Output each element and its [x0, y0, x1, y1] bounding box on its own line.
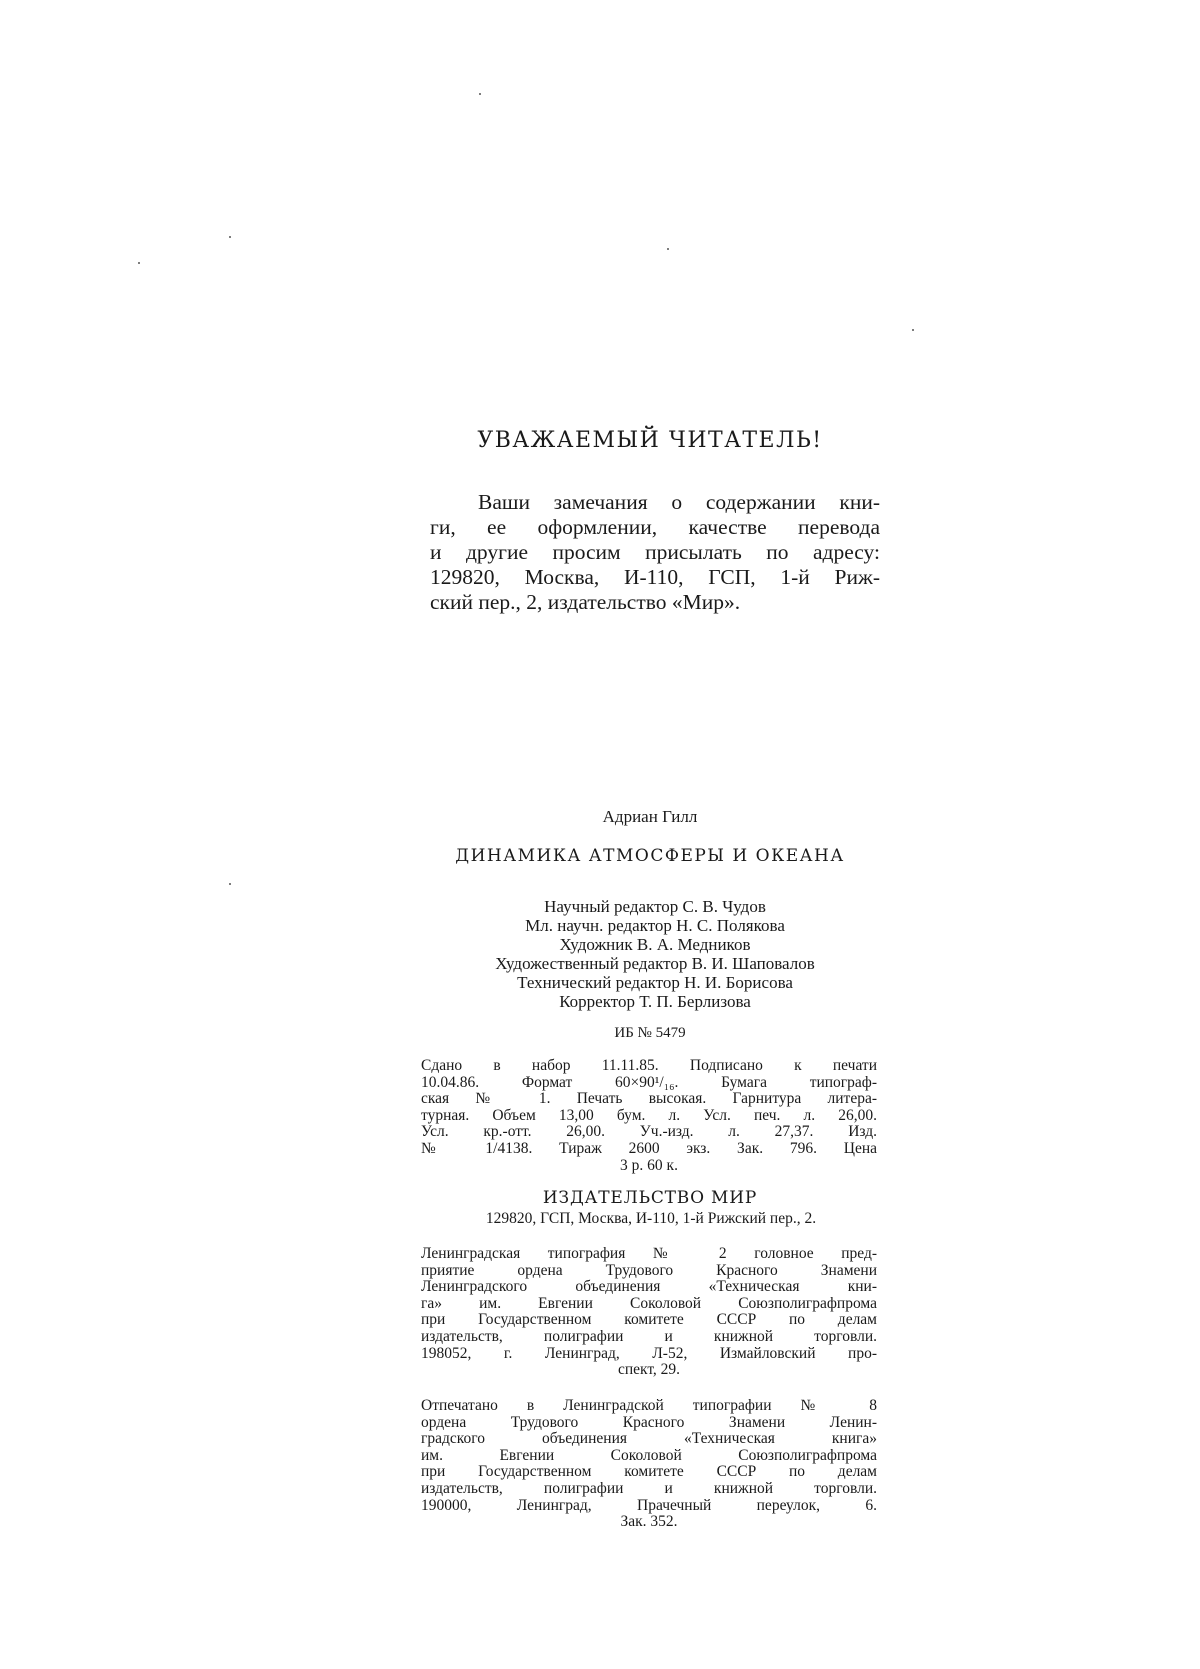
text-line: при Государственном комитете СССР по делам — [421, 1311, 877, 1329]
text-line: 190000, Ленинград, Прачечный переулок, 6. — [421, 1496, 877, 1514]
text-line: им. Евгении Соколовой Союзполиграфпрома — [421, 1446, 877, 1464]
text-line: Сдано в набор 11.11.85. Подписано к печати — [421, 1057, 877, 1074]
print-speck — [229, 883, 231, 885]
editorial-credits — [420, 897, 890, 1011]
text-line: Отпечатано в Ленинградской типографии № 8 — [421, 1397, 877, 1414]
typography-info-2 — [421, 1398, 877, 1531]
reader-notice-text — [430, 490, 880, 615]
book-title: ДИНАМИКА АТМОСФЕРЫ И ОКЕАНА — [455, 846, 845, 866]
text-line: и другие просим присылать по адресу: — [430, 540, 880, 564]
credit-line: Мл. научн. редактор Н. С. Полякова — [525, 916, 785, 935]
text-line: издательств, полиграфии и книжной торговли. — [421, 1479, 877, 1497]
text-line: ский пер., 2, издательство «Мир». — [430, 590, 741, 614]
text-line: 198052, г. Ленинград, Л-52, Измайловский про- — [421, 1344, 877, 1362]
text-line: ордена Трудового Красного Знамени Ленин- — [421, 1413, 877, 1431]
credit-line: Художественный редактор В. И. Шаповалов — [495, 954, 815, 973]
text-line: градского объединения «Техническая книга» — [421, 1430, 877, 1448]
text-line: при Государственном комитете СССР по делам — [421, 1463, 877, 1481]
text-line: издательств, полиграфии и книжной торговли. — [421, 1327, 877, 1345]
publisher-address: 129820, ГСП, Москва, И-110, 1-й Рижский пер., 2. — [485, 1210, 817, 1227]
publisher-name: ИЗДАТЕЛЬСТВО МИР — [542, 1188, 758, 1208]
text-line: Ленинградского объединения «Техническая кни- — [421, 1278, 877, 1296]
print-speck — [912, 329, 914, 331]
text-line: Ваши замечания о содержании кни- — [478, 490, 880, 514]
print-speck — [479, 93, 481, 95]
text-line: 10.04.86. Формат 60×90¹/₁₆. Бумага типограф- — [421, 1073, 877, 1091]
credit-line: Корректор Т. П. Берлизова — [559, 992, 751, 1011]
print-speck — [138, 262, 140, 264]
credit-line: Технический редактор Н. И. Борисова — [517, 973, 793, 992]
text-line: спект, 29. — [617, 1361, 681, 1379]
text-line: ская № 1. Печать высокая. Гарнитура литера- — [421, 1090, 877, 1108]
reader-notice-heading: УВАЖАЕМЫЙ ЧИТАТЕЛЬ! — [477, 428, 823, 453]
text-line: ги, ее оформлении, качестве перевода — [430, 515, 880, 539]
print-speck — [667, 248, 669, 250]
text-line: га» им. Евгении Соколовой Союзполиграфпрома — [421, 1294, 877, 1312]
text-line: турная. Объем 13,00 бум. л. Усл. печ. л. 26,00. — [421, 1106, 877, 1124]
text-line: № 1/4138. Тираж 2600 экз. Зак. 796. Цена — [421, 1139, 877, 1157]
text-line: Усл. кр.-отт. 26,00. Уч.-изд. л. 27,37. Изд. — [421, 1123, 877, 1141]
text-line: Ленинградская типография № 2 головное пред- — [421, 1245, 877, 1262]
credit-line: Художник В. А. Медников — [559, 935, 751, 954]
text-line: 3 р. 60 к. — [620, 1156, 678, 1174]
credit-line: Научный редактор С. В. Чудов — [544, 897, 766, 916]
typography-info-1 — [421, 1246, 877, 1379]
text-line: Зак. 352. — [620, 1513, 678, 1531]
text-line: приятие ордена Трудового Красного Знамени — [421, 1261, 877, 1279]
print-details — [421, 1058, 877, 1174]
book-author: Адриан Гилл — [602, 807, 698, 826]
print-speck — [229, 236, 231, 238]
ib-number: ИБ № 5479 — [614, 1025, 686, 1041]
text-line: 129820, Москва, И-110, ГСП, 1-й Риж- — [430, 565, 880, 589]
